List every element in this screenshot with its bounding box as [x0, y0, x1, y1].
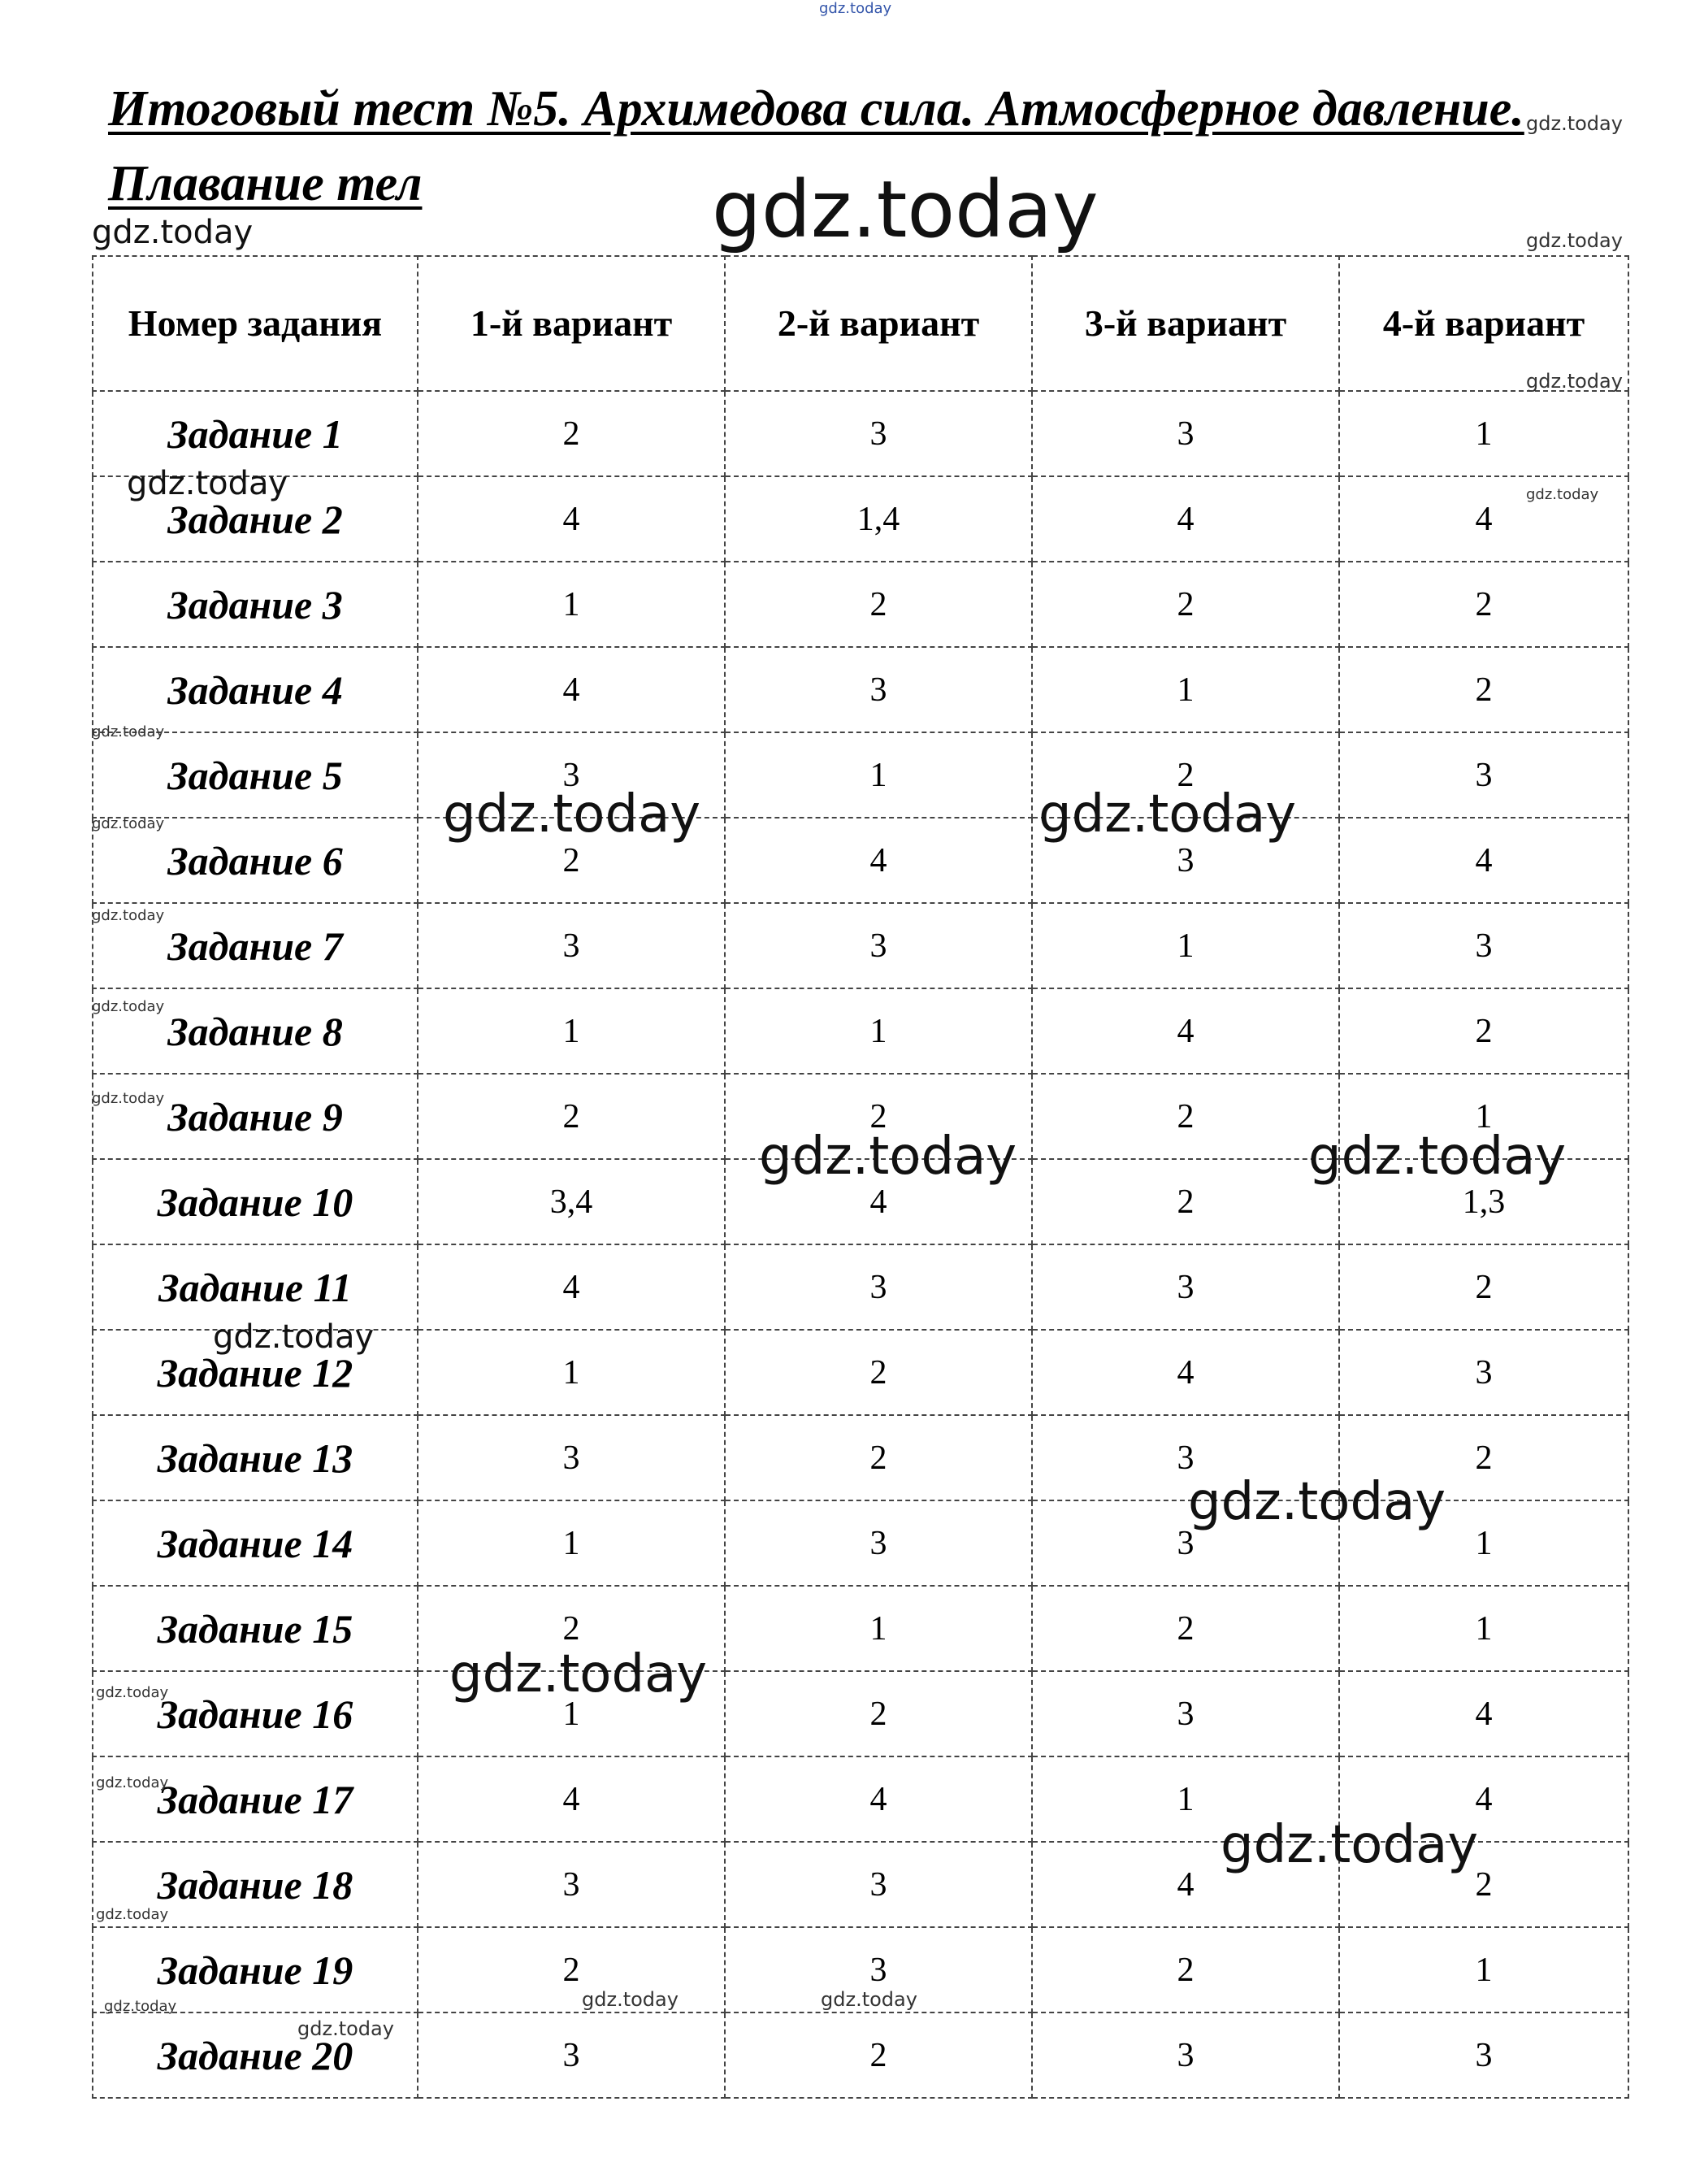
- answer-cell-variant-3: 2: [1032, 1927, 1339, 2012]
- header-variant-2: 2-й вариант: [725, 256, 1032, 391]
- answer-cell-variant-2: 3: [725, 391, 1032, 476]
- table-row: [93, 1586, 1628, 1671]
- table-row: [93, 1842, 1628, 1927]
- answer-cell-variant-1: 2: [418, 1927, 725, 2012]
- task-number-cell: Задание 7: [93, 903, 418, 988]
- answer-cell-variant-3: 1: [1032, 1756, 1339, 1842]
- answer-cell-variant-3: 3: [1032, 1244, 1339, 1330]
- task-number-cell: Задание 5: [93, 732, 418, 818]
- answer-cell-variant-1: 2: [418, 818, 725, 903]
- watermark: gdz.today: [92, 998, 165, 1015]
- answer-cell-variant-3: 3: [1032, 818, 1339, 903]
- answer-cell-variant-3: 2: [1032, 1074, 1339, 1159]
- answer-cell-variant-4: 4: [1339, 818, 1628, 903]
- answer-cell-variant-1: 3: [418, 1415, 725, 1500]
- answer-cell-variant-1: 2: [418, 1586, 725, 1671]
- answer-cell-variant-3: 3: [1032, 391, 1339, 476]
- watermark: gdz.today: [1526, 486, 1599, 503]
- watermark: gdz.today: [443, 784, 701, 845]
- answer-cell-variant-4: 3: [1339, 2012, 1628, 2098]
- answer-cell-variant-1: 1: [418, 1500, 725, 1586]
- watermark: gdz.today: [297, 2017, 394, 2040]
- answer-cell-variant-1: 3: [418, 1842, 725, 1927]
- answer-cell-variant-4: 2: [1339, 1244, 1628, 1330]
- answer-cell-variant-3: 2: [1032, 1586, 1339, 1671]
- watermark: gdz.today: [213, 1318, 375, 1356]
- table-row: [93, 1671, 1628, 1756]
- table-row: [93, 647, 1628, 732]
- watermark: gdz.today: [712, 164, 1099, 255]
- table-row: [93, 1500, 1628, 1586]
- table-row: [93, 1074, 1628, 1159]
- answer-cell-variant-2: 3: [725, 647, 1032, 732]
- answer-cell-variant-2: 2: [725, 1330, 1032, 1415]
- watermark: gdz.today: [92, 214, 254, 251]
- watermark: gdz.today: [1038, 784, 1297, 845]
- answer-cell-variant-4: 1: [1339, 1927, 1628, 2012]
- task-number-cell: Задание 18: [93, 1842, 418, 1927]
- answer-cell-variant-3: 2: [1032, 562, 1339, 647]
- watermark: gdz.today: [104, 1998, 177, 2015]
- table-row: [93, 1415, 1628, 1500]
- answer-cell-variant-1: 3: [418, 732, 725, 818]
- watermark: gdz.today: [1526, 112, 1623, 135]
- answer-cell-variant-3: 3: [1032, 1671, 1339, 1756]
- header-task-number: Номер задания: [93, 256, 418, 391]
- task-number-cell: Задание 16: [93, 1671, 418, 1756]
- answer-cell-variant-4: 1: [1339, 1586, 1628, 1671]
- header-variant-4: 4-й вариант: [1339, 256, 1628, 391]
- answer-cell-variant-4: 3: [1339, 1330, 1628, 1415]
- answer-cell-variant-1: 1: [418, 562, 725, 647]
- answer-cell-variant-3: 4: [1032, 988, 1339, 1074]
- answer-cell-variant-4: 4: [1339, 476, 1628, 562]
- table-row: [93, 988, 1628, 1074]
- answer-cell-variant-1: 4: [418, 1756, 725, 1842]
- answer-cell-variant-2: 1: [725, 1586, 1032, 1671]
- answer-cell-variant-3: 4: [1032, 1330, 1339, 1415]
- task-number-cell: Задание 13: [93, 1415, 418, 1500]
- answer-cell-variant-4: 2: [1339, 1415, 1628, 1500]
- watermark: gdz.today: [1221, 1815, 1479, 1875]
- table-row: [93, 732, 1628, 818]
- answer-cell-variant-4: 4: [1339, 1756, 1628, 1842]
- answer-cell-variant-2: 3: [725, 1927, 1032, 2012]
- answer-cell-variant-1: 1: [418, 1330, 725, 1415]
- watermark: gdz.today: [759, 1127, 1017, 1187]
- task-number-cell: Задание 20: [93, 2012, 418, 2098]
- answer-cell-variant-1: 4: [418, 476, 725, 562]
- watermark: gdz.today: [96, 1774, 169, 1791]
- answer-cell-variant-2: 3: [725, 1842, 1032, 1927]
- task-number-cell: Задание 6: [93, 818, 418, 903]
- answer-cell-variant-2: 2: [725, 1074, 1032, 1159]
- task-number-cell: Задание 8: [93, 988, 418, 1074]
- answer-cell-variant-2: 2: [725, 2012, 1032, 2098]
- header-variant-1: 1-й вариант: [418, 256, 725, 391]
- answer-cell-variant-3: 3: [1032, 1415, 1339, 1500]
- task-number-cell: Задание 4: [93, 647, 418, 732]
- table-row: [93, 1756, 1628, 1842]
- watermark: gdz.today: [1526, 229, 1623, 252]
- table-row: [93, 562, 1628, 647]
- watermark: gdz.today: [92, 907, 165, 924]
- answer-cell-variant-1: 1: [418, 1671, 725, 1756]
- answer-cell-variant-1: 3,4: [418, 1159, 725, 1244]
- answer-cell-variant-4: 1: [1339, 391, 1628, 476]
- answer-cell-variant-4: 1: [1339, 1074, 1628, 1159]
- answer-cell-variant-2: 2: [725, 1415, 1032, 1500]
- answer-cell-variant-2: 1,4: [725, 476, 1032, 562]
- answer-cell-variant-3: 2: [1032, 732, 1339, 818]
- table-row: [93, 1330, 1628, 1415]
- page-title: Итоговый тест №5. Архимедова сила. Атмосферное давление. Плавание тел: [108, 81, 1524, 211]
- watermark: gdz.today: [127, 465, 288, 502]
- answer-cell-variant-2: 3: [725, 1244, 1032, 1330]
- answer-cell-variant-1: 4: [418, 647, 725, 732]
- task-number-cell: Задание 17: [93, 1756, 418, 1842]
- answer-cell-variant-1: 2: [418, 391, 725, 476]
- task-number-cell: Задание 1: [93, 391, 418, 476]
- answer-cell-variant-4: 2: [1339, 562, 1628, 647]
- answer-cell-variant-3: 1: [1032, 903, 1339, 988]
- answer-cell-variant-1: 2: [418, 1074, 725, 1159]
- table-row: [93, 818, 1628, 903]
- watermark: gdz.today: [1308, 1127, 1567, 1187]
- watermark: gdz.today: [582, 1988, 679, 2011]
- table-row: [93, 1927, 1628, 2012]
- watermark: gdz.today: [821, 1988, 917, 2011]
- answer-cell-variant-2: 1: [725, 732, 1032, 818]
- watermark: gdz.today: [449, 1644, 708, 1704]
- answer-cell-variant-3: 4: [1032, 476, 1339, 562]
- answer-cell-variant-2: 1: [725, 988, 1032, 1074]
- task-number-cell: Задание 10: [93, 1159, 418, 1244]
- table-row: [93, 476, 1628, 562]
- task-number-cell: Задание 11: [93, 1244, 418, 1330]
- answer-cell-variant-2: 2: [725, 562, 1032, 647]
- watermark: gdz.today: [819, 0, 892, 17]
- answers-body: [93, 391, 1628, 2098]
- task-number-cell: Задание 9: [93, 1074, 418, 1159]
- header-variant-3: 3-й вариант: [1032, 256, 1339, 391]
- answer-cell-variant-4: 2: [1339, 1842, 1628, 1927]
- watermark: gdz.today: [92, 815, 165, 832]
- answer-cell-variant-2: 2: [725, 1671, 1032, 1756]
- answer-cell-variant-1: 4: [418, 1244, 725, 1330]
- answer-cell-variant-3: 3: [1032, 1500, 1339, 1586]
- answer-cell-variant-2: 3: [725, 1500, 1032, 1586]
- watermark: gdz.today: [92, 723, 165, 740]
- answer-cell-variant-2: 3: [725, 903, 1032, 988]
- watermark: gdz.today: [96, 1906, 169, 1923]
- answer-cell-variant-1: 3: [418, 903, 725, 988]
- task-number-cell: Задание 12: [93, 1330, 418, 1415]
- answer-cell-variant-1: 3: [418, 2012, 725, 2098]
- table-header-row: [93, 256, 1628, 391]
- watermark: gdz.today: [96, 1684, 169, 1701]
- table-row: [93, 1244, 1628, 1330]
- answer-cell-variant-2: 4: [725, 818, 1032, 903]
- watermark: gdz.today: [1526, 370, 1623, 393]
- answer-cell-variant-4: 3: [1339, 903, 1628, 988]
- task-number-cell: Задание 14: [93, 1500, 418, 1586]
- answer-cell-variant-3: 4: [1032, 1842, 1339, 1927]
- task-number-cell: Задание 15: [93, 1586, 418, 1671]
- answer-cell-variant-4: 3: [1339, 732, 1628, 818]
- answer-cell-variant-2: 4: [725, 1159, 1032, 1244]
- answers-table: [92, 255, 1629, 2099]
- answer-cell-variant-4: 2: [1339, 647, 1628, 732]
- table-row: [93, 2012, 1628, 2098]
- answer-cell-variant-4: 2: [1339, 988, 1628, 1074]
- answer-cell-variant-4: 1,3: [1339, 1159, 1628, 1244]
- answer-cell-variant-2: 4: [725, 1756, 1032, 1842]
- table-row: [93, 903, 1628, 988]
- watermark: gdz.today: [92, 1090, 165, 1107]
- watermark: gdz.today: [1188, 1472, 1446, 1532]
- answer-cell-variant-4: 1: [1339, 1500, 1628, 1586]
- answer-cell-variant-3: 2: [1032, 1159, 1339, 1244]
- task-number-cell: Задание 3: [93, 562, 418, 647]
- answer-cell-variant-1: 1: [418, 988, 725, 1074]
- answer-cell-variant-3: 3: [1032, 2012, 1339, 2098]
- answer-cell-variant-4: 4: [1339, 1671, 1628, 1756]
- table-row: [93, 391, 1628, 476]
- task-number-cell: Задание 19: [93, 1927, 418, 2012]
- answer-cell-variant-3: 1: [1032, 647, 1339, 732]
- task-number-cell: Задание 2: [93, 476, 418, 562]
- table-row: [93, 1159, 1628, 1244]
